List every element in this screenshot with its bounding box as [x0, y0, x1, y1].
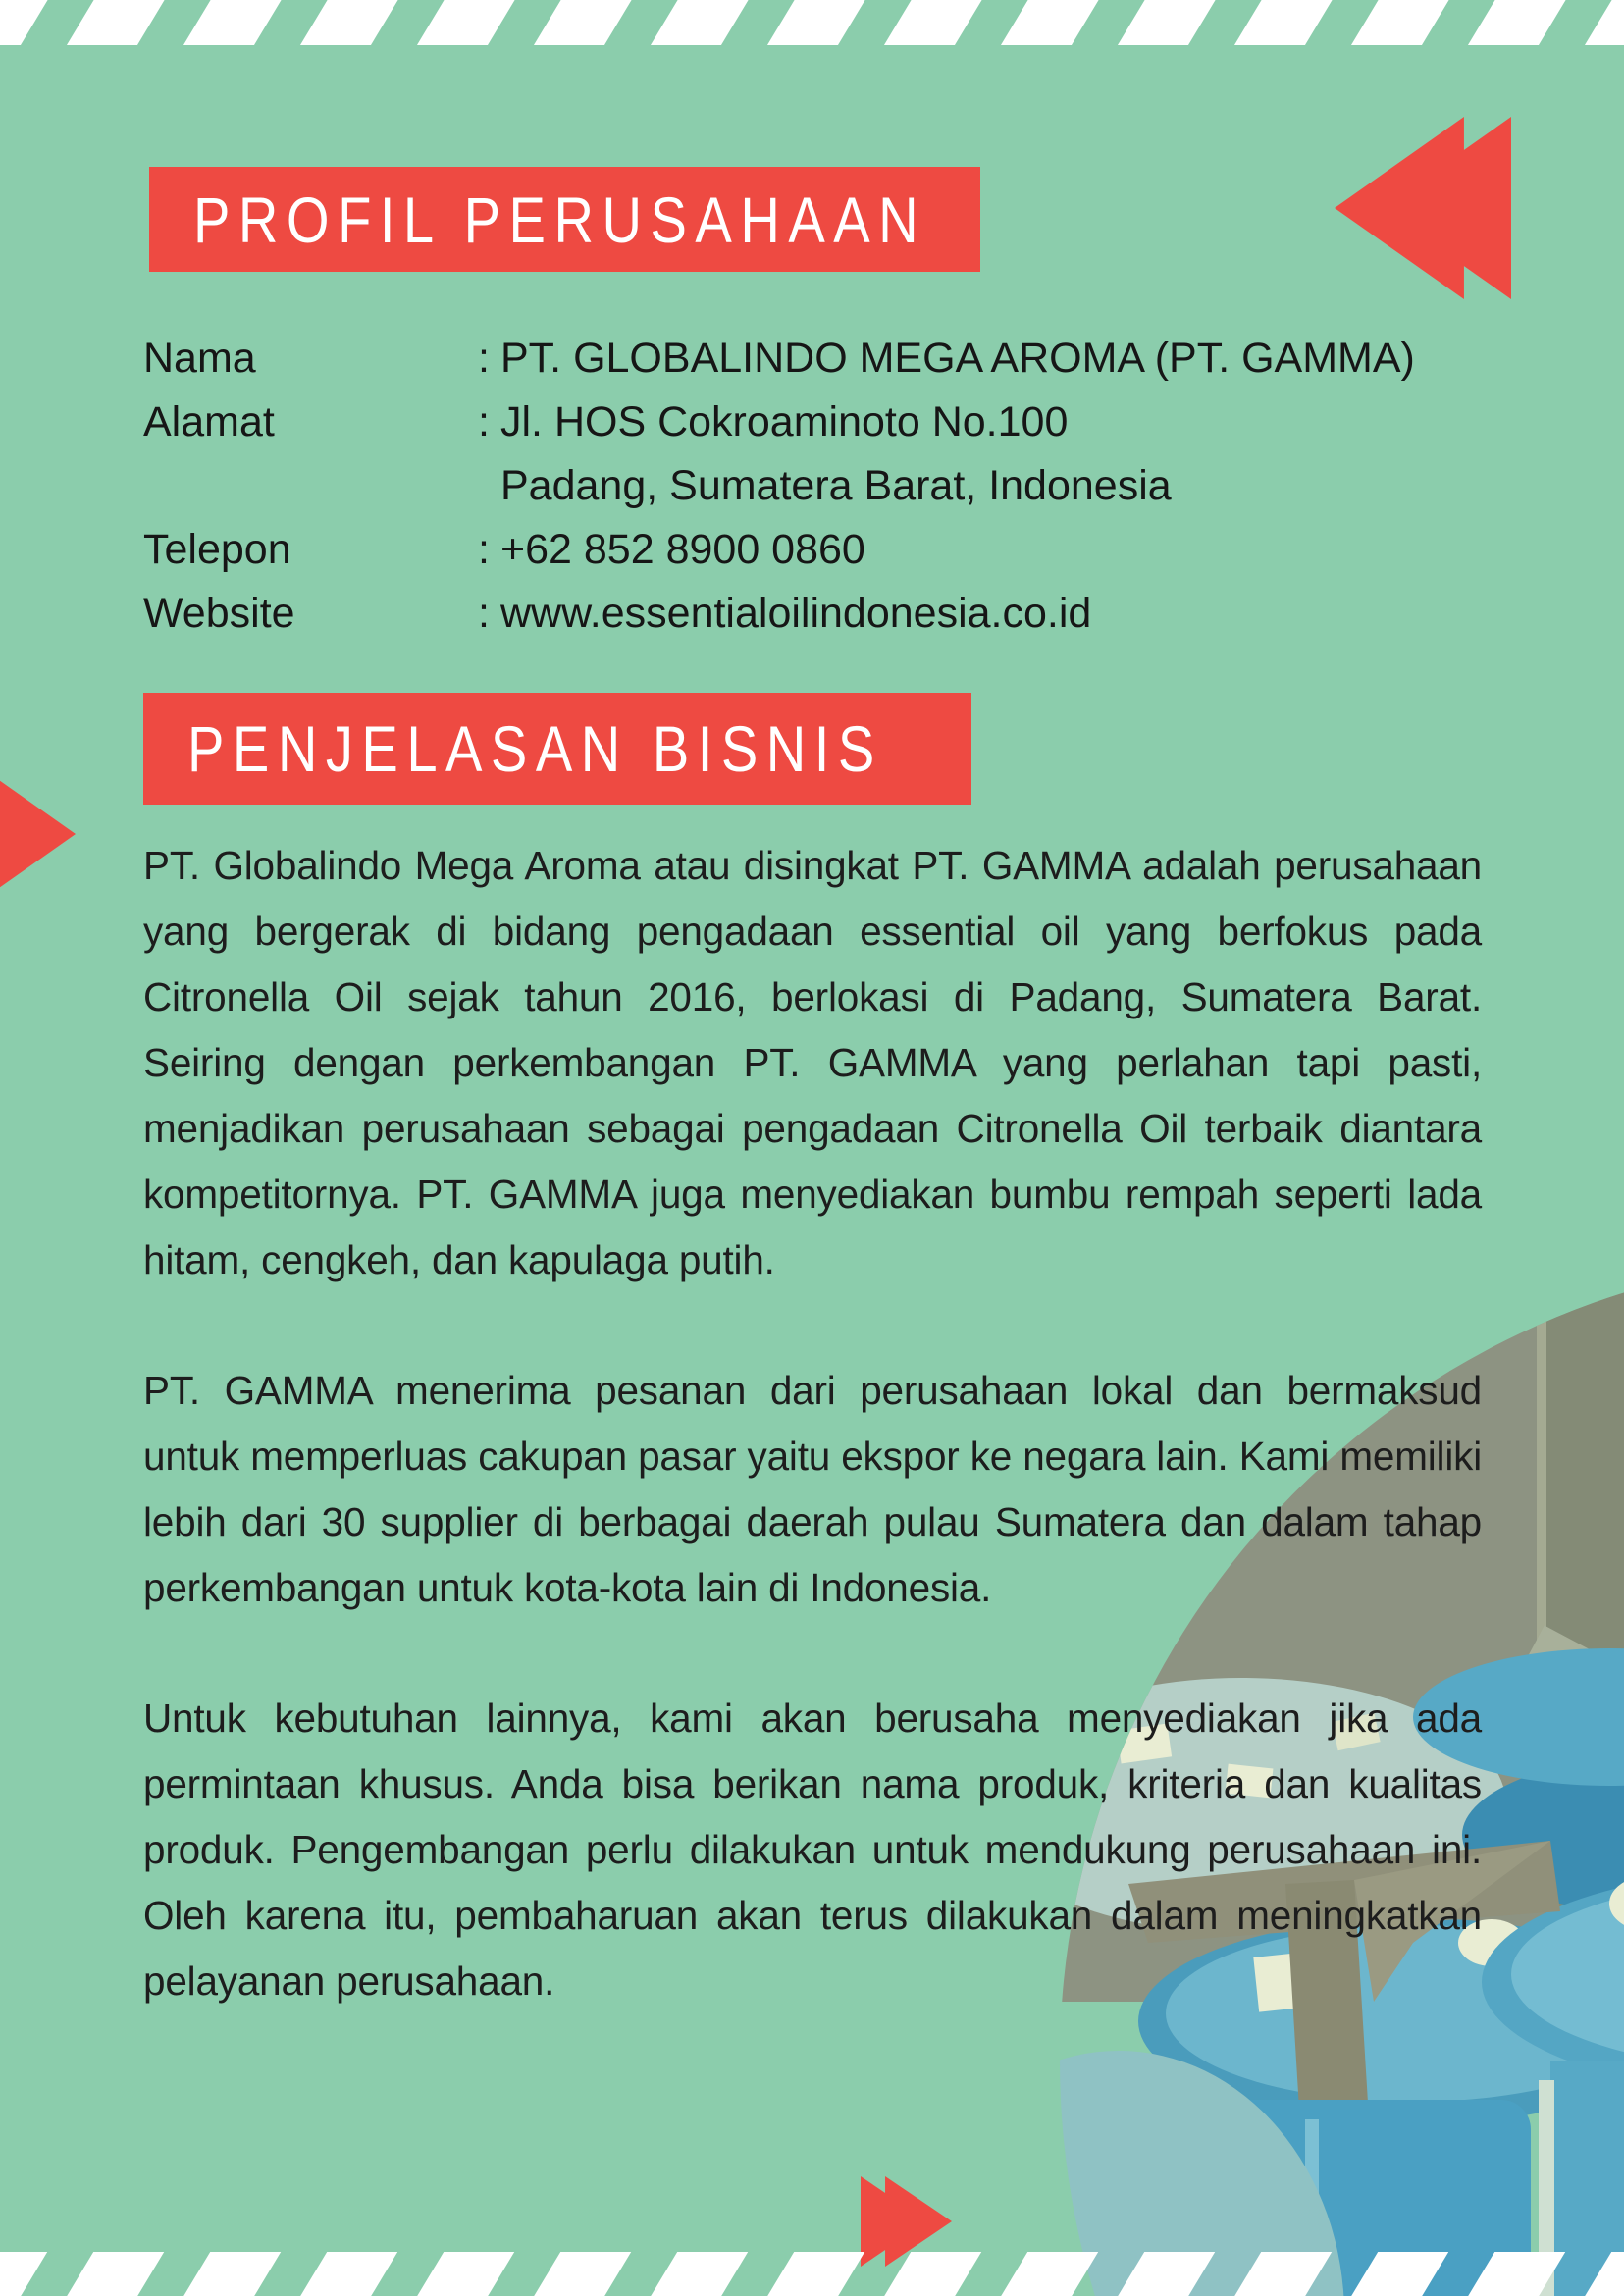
fast-forward-front-triangle: [0, 743, 76, 925]
info-value: PT. GLOBALINDO MEGA AROMA (PT. GAMMA): [500, 335, 1415, 382]
info-colon: [478, 454, 500, 518]
info-label: Website: [143, 590, 295, 637]
info-label: Nama: [143, 335, 256, 382]
business-paragraph-1: PT. Globalindo Mega Aroma atau disingkat PT. GAMMA adalah perusahaan yang bergerak di bidang pengadaan essential oil yang berfokus pada Citronella Oil sejak tahun 2016, berlokasi di Padang, Sumatera Barat. Seiring dengan perkembangan PT. GAMMA yang perlahan tapi pasti, menjadikan perusahaan sebagai pengadaan Citronella Oil terbaik diantara kompetitornya. PT. GAMMA juga menyediakan bumbu rempah seperti lada hitam, cengkeh, dan kapulaga putih.: [143, 843, 1482, 1282]
info-value: Padang, Sumatera Barat, Indonesia: [500, 462, 1172, 509]
rewind-arrow-icon: [1335, 117, 1511, 299]
info-colon: :: [478, 590, 490, 637]
info-row-nama: [143, 327, 1537, 391]
bottom-stripes-band: [0, 2252, 1624, 2296]
info-label: Telepon: [143, 526, 291, 573]
business-description: [143, 833, 1482, 2079]
info-colon: :: [478, 335, 490, 382]
info-value: Jl. HOS Cokroaminoto No.100: [500, 398, 1069, 445]
info-label: Alamat: [143, 398, 275, 445]
info-row-alamat: [143, 391, 1537, 454]
info-colon: :: [478, 398, 490, 445]
info-value: +62 852 8900 0860: [500, 526, 865, 573]
info-colon: :: [478, 526, 490, 573]
info-label: [143, 454, 478, 518]
business-section-banner: [143, 693, 971, 805]
top-stripes-band: [0, 0, 1624, 45]
info-row-telepon: [143, 518, 1537, 582]
business-paragraph-2: PT. GAMMA menerima pesanan dari perusahaan lokal dan bermaksud untuk memperluas cakupan pasar yaitu ekspor ke negara lain. Kami memiliki lebih dari 30 supplier di berbagai daerah pulau Sumatera dan dalam tahap perkembangan untuk kota-kota lain di Indonesia.: [143, 1368, 1482, 1610]
business-paragraph-3: Untuk kebutuhan lainnya, kami akan berusaha menyediakan jika ada permintaan khusus. Anda bisa berikan nama produk, kriteria dan kualitas produk. Pengembangan perlu dilakukan untuk mendukung perusahaan ini. Oleh karena itu, pembaharuan akan terus dilakukan dalam meningkatkan pelayanan perusahaan.: [143, 1696, 1482, 2004]
profile-section-banner: [149, 167, 980, 272]
business-section-title: PENJELASAN BISNIS: [187, 712, 883, 785]
company-info-block: [143, 327, 1537, 646]
profile-section-title: PROFIL PERUSAHAAN: [193, 183, 927, 256]
info-row-alamat-line2: [143, 454, 1537, 518]
info-value: www.essentialoilindonesia.co.id: [500, 590, 1092, 637]
fast-forward-arrow-icon: [0, 743, 76, 925]
info-row-website: [143, 582, 1537, 646]
